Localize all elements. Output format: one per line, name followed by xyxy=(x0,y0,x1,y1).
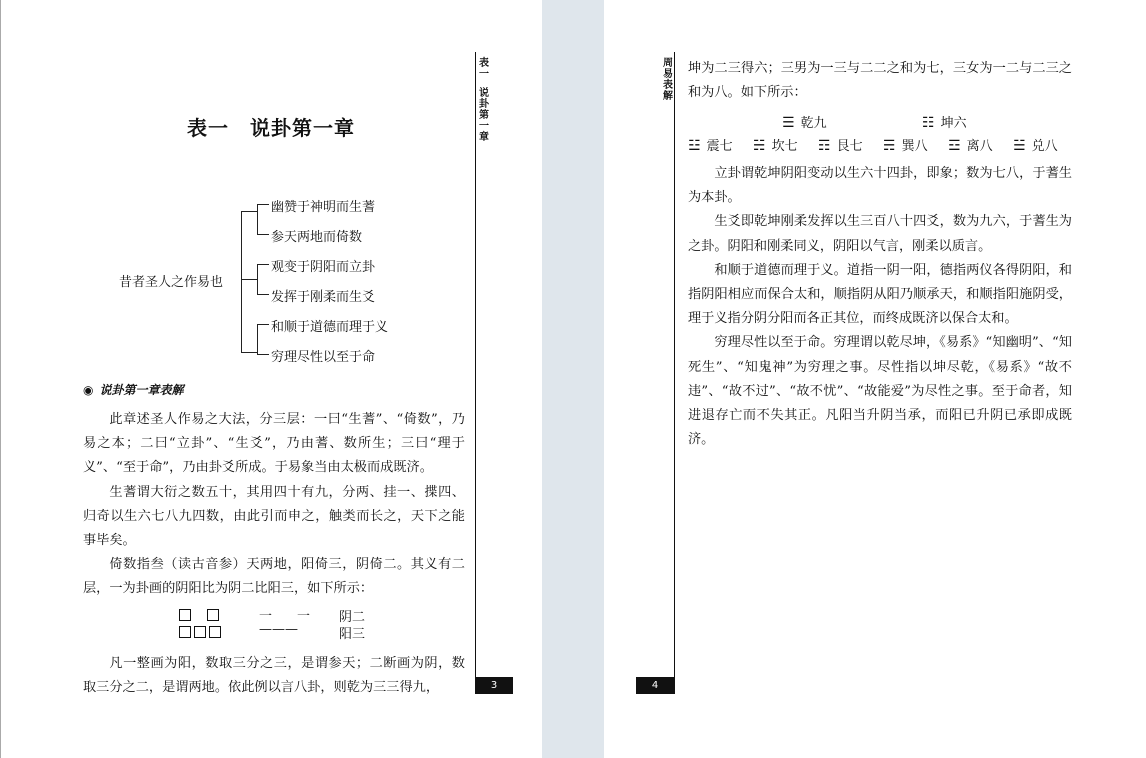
side-tab-label: 表 一 说 卦 第 一 章 xyxy=(479,58,489,143)
left-page xyxy=(0,0,543,758)
trigram-kun: ☷ 坤六 xyxy=(922,115,967,131)
intro-text xyxy=(688,57,1072,105)
paragraph: 和顺于道德而理于义。道指一阴一阳，德指两仪各得阴阳，和指阴阳相应而保合太和，顺指阴从阳乃顺承天，和顺指阳施阴受，理于义指分阴分阳而各正其位，而终成既济以保合太和。 xyxy=(688,262,1072,327)
paragraph: 穷理尽性以至于命。穷理谓以乾尽坤，《易系》“知幽明”、“知死生”、“知鬼神”为穷理之事。尽性指以坤尽乾，《易系》“故不违”、“故不过”、“故不忧”、“故能爱”为尽性之事。至于命者，知进退存亡而不失其正。凡阳当升阴当承，而阳已升阴已承即成既济。 xyxy=(688,335,1072,448)
yin-label: 阴二 xyxy=(339,610,366,625)
tree-branch-line xyxy=(257,204,258,234)
tree-item: 参天两地而倚数 xyxy=(271,230,363,245)
trigram-icon: ☴ xyxy=(883,138,896,154)
trigram-gen: ☶ 艮七 xyxy=(818,138,863,154)
tree-item: 观变于阴阳而立卦 xyxy=(271,260,376,275)
side-rule xyxy=(674,52,675,694)
tree-item: 穷理尽性以至于命 xyxy=(271,350,376,365)
trigram-zhen: ☳ 震七 xyxy=(688,138,733,154)
paragraph: 坤为二三得六；三男为一三与二二之和为七，三女为一二与二三之和为八。如下所示： xyxy=(688,61,1072,101)
yang-boxes xyxy=(179,624,224,639)
tree-branch-line xyxy=(241,279,257,280)
tree-branch-line xyxy=(257,324,258,354)
trigram-icon: ☱ xyxy=(1013,138,1026,154)
tree-branch-line xyxy=(257,354,269,355)
paragraph: 生爻即乾坤刚柔发挥以生三百八十四爻，数为九六，于蓍生为之卦。阴阳和刚柔同义，阴阳以气言，刚柔以质言。 xyxy=(688,214,1072,254)
tree-item: 和顺于道德而理于义 xyxy=(271,320,389,335)
trigram-kan: ☵ 坎七 xyxy=(753,138,798,154)
yin-line: 一 一 xyxy=(259,609,317,624)
trigram-icon: ☳ xyxy=(688,138,701,154)
tree-branch-line xyxy=(241,352,257,353)
tree-branch-line xyxy=(257,204,269,205)
trigram-dui: ☱ 兑八 xyxy=(1013,138,1058,154)
trigram-icon: ☷ xyxy=(922,115,935,131)
paragraph: 倚数指叁（读古音参）天两地，阳倚三，阴倚二。其义有二层，一为卦画的阴阳比为阴二比阳三，如下所示： xyxy=(83,557,465,597)
box-icon xyxy=(207,609,219,621)
tree-branch-line xyxy=(257,264,258,294)
section-heading: ◉ 说卦第一章表解 xyxy=(83,383,184,397)
tree-root: 昔者圣人之作易也 xyxy=(119,275,224,290)
side-tab-label: 周 易 表 解 xyxy=(663,58,673,102)
box-icon xyxy=(179,626,191,638)
box-icon xyxy=(209,626,221,638)
box-icon xyxy=(194,626,206,638)
page-number: 3 xyxy=(475,677,513,694)
trigram-li: ☲ 离八 xyxy=(948,138,993,154)
bullet-icon: ◉ xyxy=(83,383,94,397)
trigram-icon: ☶ xyxy=(818,138,831,154)
tree-item: 发挥于刚柔而生爻 xyxy=(271,290,376,305)
paragraph: 生蓍谓大衍之数五十，其用四十有九，分两、挂一、揲四、归奇以生六七八九四数，由此引而申之，触类而长之，天下之能事毕矣。 xyxy=(83,484,465,549)
trigram-icon: ☰ xyxy=(782,115,795,131)
tree-item: 幽赞于神明而生蓍 xyxy=(271,200,376,215)
yin-boxes xyxy=(179,607,222,622)
page-gap xyxy=(542,0,604,758)
box-icon xyxy=(179,609,191,621)
page-number: 4 xyxy=(636,677,674,694)
chapter-title: 表一 说卦第一章 xyxy=(187,116,355,140)
trigram-xun: ☴ 巽八 xyxy=(883,138,928,154)
tree-branch-line xyxy=(257,294,269,295)
tree-branch-line xyxy=(257,264,269,265)
trigram-qian: ☰ 乾九 xyxy=(782,115,827,131)
body-text xyxy=(688,162,1072,452)
body-text xyxy=(83,408,465,602)
yang-label: 阳三 xyxy=(339,627,366,642)
paragraph: 立卦谓乾坤阴阳变动以生六十四卦，即象；数为七八，于蓍生为本卦。 xyxy=(688,166,1072,206)
paragraph: 凡一整画为阳，数取三分之三，是谓参天；二断画为阴，数取三分之二，是谓两地。依此例以言八卦，则乾为三三得九， xyxy=(83,656,465,696)
trigram-icon: ☵ xyxy=(753,138,766,154)
paragraph: 此章述圣人作易之大法，分三层：一曰“生蓍”、“倚数”，乃易之本；二曰“立卦”、“生爻”，乃由蓍、数所生；三曰“理于义”、“至于命”，乃由卦爻所成。于易象当由太极而成既济。 xyxy=(83,412,465,476)
yang-line: ——— xyxy=(259,622,298,637)
side-rule xyxy=(475,52,476,694)
tree-branch-line xyxy=(257,324,269,325)
tree-branch-line xyxy=(257,234,269,235)
right-page xyxy=(604,0,1146,758)
body-text-continued xyxy=(83,652,465,700)
trigram-icon: ☲ xyxy=(948,138,961,154)
tree-trunk-line xyxy=(241,211,242,352)
tree-branch-line xyxy=(241,211,257,212)
